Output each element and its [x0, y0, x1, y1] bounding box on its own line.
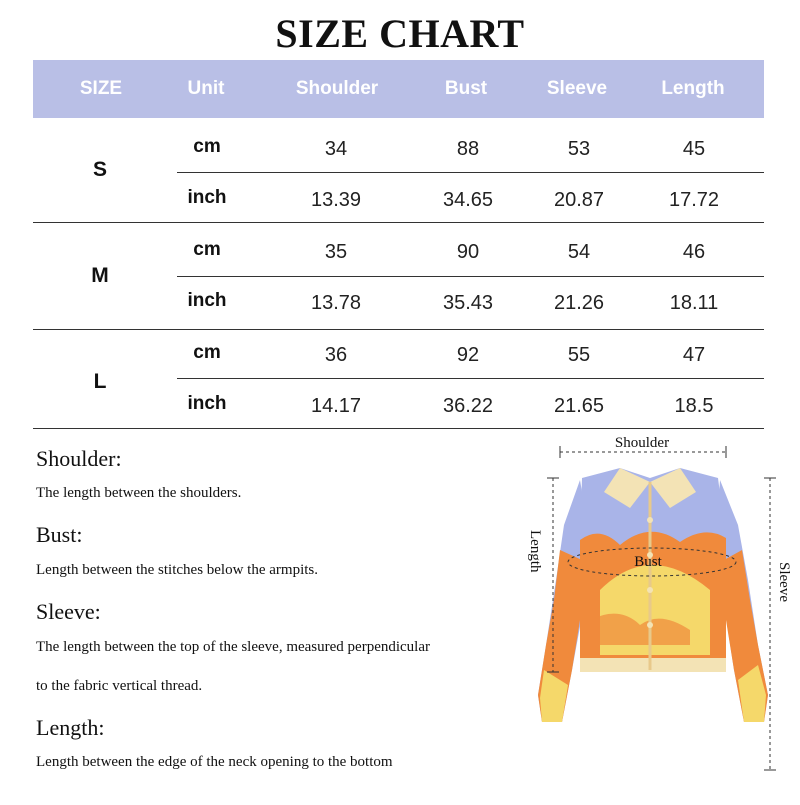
- def-sleeve-text-2: to the fabric vertical thread.: [36, 678, 203, 694]
- sleeve-label: Sleeve: [776, 562, 792, 602]
- table-cell: 46: [682, 241, 706, 263]
- unit-inch: inch: [187, 290, 227, 311]
- table-cell: 45: [682, 138, 706, 160]
- button-icon: [647, 517, 653, 523]
- unit-inch: inch: [187, 187, 227, 208]
- button-icon: [647, 587, 653, 593]
- header-length: Length: [661, 78, 725, 99]
- unit-cm: cm: [193, 136, 221, 157]
- table-cell: 47: [682, 344, 706, 366]
- header-bust: Bust: [444, 78, 488, 99]
- size-s: S: [92, 158, 107, 181]
- table-cell: 53: [567, 138, 591, 160]
- table-cell: 13.78: [310, 292, 362, 314]
- def-length-term: Length:: [36, 715, 105, 740]
- header-size: SIZE: [79, 78, 123, 99]
- unit-inch: inch: [187, 393, 227, 414]
- header-shoulder: Shoulder: [295, 78, 379, 99]
- def-shoulder-text: The length between the shoulders.: [36, 485, 242, 501]
- table-cell: 17.72: [668, 189, 720, 211]
- def-bust-text: Length between the stitches below the armpits.: [36, 562, 319, 578]
- table-cell: 21.65: [553, 395, 605, 417]
- unit-cm: cm: [193, 239, 221, 260]
- size-m: M: [91, 264, 109, 287]
- table-cell: 14.17: [310, 395, 362, 417]
- def-sleeve-text-1: The length between the top of the sleeve, measured perpendicular: [36, 639, 431, 655]
- divider: [177, 172, 764, 173]
- page-title: SIZE CHART: [275, 11, 525, 56]
- def-sleeve-term: Sleeve:: [36, 599, 101, 624]
- divider: [177, 276, 764, 277]
- divider: [177, 378, 764, 379]
- bust-label: Bust: [634, 554, 662, 570]
- table-cell: 90: [456, 241, 480, 263]
- table-cell: 34.65: [442, 189, 494, 211]
- table-cell: 88: [456, 138, 480, 160]
- table-cell: 13.39: [310, 189, 362, 211]
- header-unit: Unit: [187, 78, 225, 99]
- table-cell: 35.43: [442, 292, 494, 314]
- unit-cm: cm: [193, 342, 221, 363]
- table-cell: 18.11: [669, 292, 719, 314]
- divider: [33, 329, 764, 330]
- size-l: L: [93, 370, 107, 393]
- def-bust-term: Bust:: [36, 522, 83, 547]
- table-cell: 34: [324, 138, 348, 160]
- table-cell: 36: [324, 344, 348, 366]
- table-cell: 54: [567, 241, 591, 263]
- table-header: [33, 60, 764, 118]
- hem: [580, 658, 726, 672]
- def-length-text: Length between the edge of the neck opening to the bottom: [36, 754, 393, 770]
- table-cell: 18.5: [674, 395, 714, 417]
- header-sleeve: Sleeve: [546, 78, 608, 99]
- shoulder-label: Shoulder: [614, 435, 670, 451]
- table-cell: 35: [324, 241, 348, 263]
- table-cell: 21.26: [553, 292, 605, 314]
- length-label: Length: [527, 530, 543, 573]
- button-icon: [647, 622, 653, 628]
- sweater-diagram: [520, 430, 800, 800]
- def-shoulder-term: Shoulder:: [36, 446, 122, 471]
- table-cell: 36.22: [442, 395, 494, 417]
- table-cell: 92: [456, 344, 480, 366]
- sweater-illustration: [520, 430, 800, 800]
- table-cell: 55: [567, 344, 591, 366]
- divider: [33, 428, 764, 429]
- divider: [33, 222, 764, 223]
- table-cell: 20.87: [553, 189, 605, 211]
